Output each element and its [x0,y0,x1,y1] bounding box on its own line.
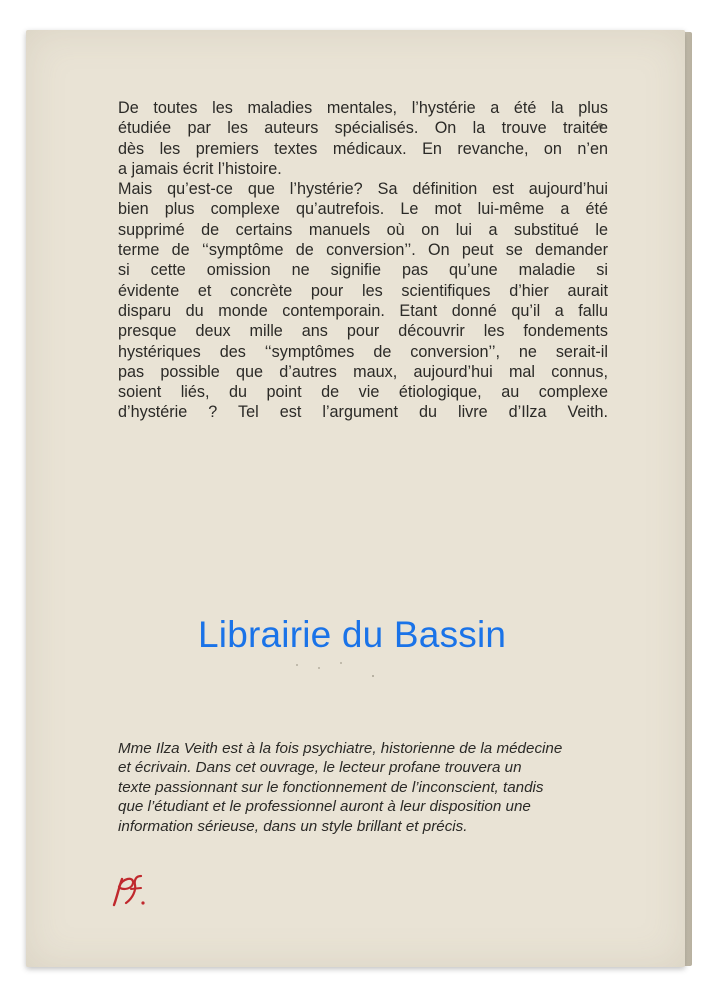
pf-monogram-logo [110,870,152,910]
blurb-line: presque deux mille ans pour découvrir les fondements [118,322,608,341]
author-note-line: que l’étudiant et le professionnel auront à leur disposition une [118,798,531,816]
blurb-line: évidente et concrète pour les scientifiques d’hier aurait [118,281,608,300]
author-note-line: Mme Ilza Veith est à la fois psychiatre, historienne de la médecine [118,740,563,757]
blurb-line: d’hystérie ? Tel est l’argument du livre d’Ilza Veith. [118,403,608,422]
blurb-line: hystériques des ‘‘symptômes de conversion’’, ne serait-il [118,342,608,361]
blurb-line: disparu du monde contemporain. Etant donné qu’il a fallu [118,301,608,320]
blurb-line: soient liés, du point de vie étiologique, au complexe [118,383,608,402]
blurb-line: dès les premiers textes médicaux. En revanche, on n’en [118,139,608,158]
author-note [118,739,590,836]
blurb-line: a jamais écrit l’histoire. [118,159,282,178]
blurb-line: si cette omission ne signifie pas qu’une maladie si [118,261,608,280]
blurb-line: pas possible que d’autres maux, aujourd’hui mal connus, [118,362,608,381]
paper-speck [296,664,298,666]
back-cover-blurb [118,98,608,423]
blurb-line: De toutes les maladies mentales, l’hystérie a été la plus [118,99,608,117]
paper-speck [340,662,342,664]
book-edge [684,32,692,966]
blurb-line: bien plus complexe qu’autrefois. Le mot lui-même a été [118,200,608,219]
author-note-line: information sérieuse, dans un style brillant et précis. [118,817,468,835]
blurb-line: supprimé de certains manuels où on lui a substitué le [118,220,608,239]
paper-speck [318,667,320,669]
paper-speck [372,675,374,677]
blurb-line: terme de ‘‘symptôme de conversion’’. On peut se demander [118,241,608,260]
blurb-line: étudiée par les auteurs spécialisés. On la trouve traitée [118,119,608,138]
author-note-line: texte passionnant sur le fonctionnement de l’inconscient, tandis [118,778,544,796]
bookseller-watermark: Librairie du Bassin [198,614,507,655]
blurb-line: Mais qu’est-ce que l’hystérie? Sa définition est aujourd’hui [118,180,608,199]
author-note-line: et écrivain. Dans cet ouvrage, le lecteur profane trouvera un [118,759,522,777]
